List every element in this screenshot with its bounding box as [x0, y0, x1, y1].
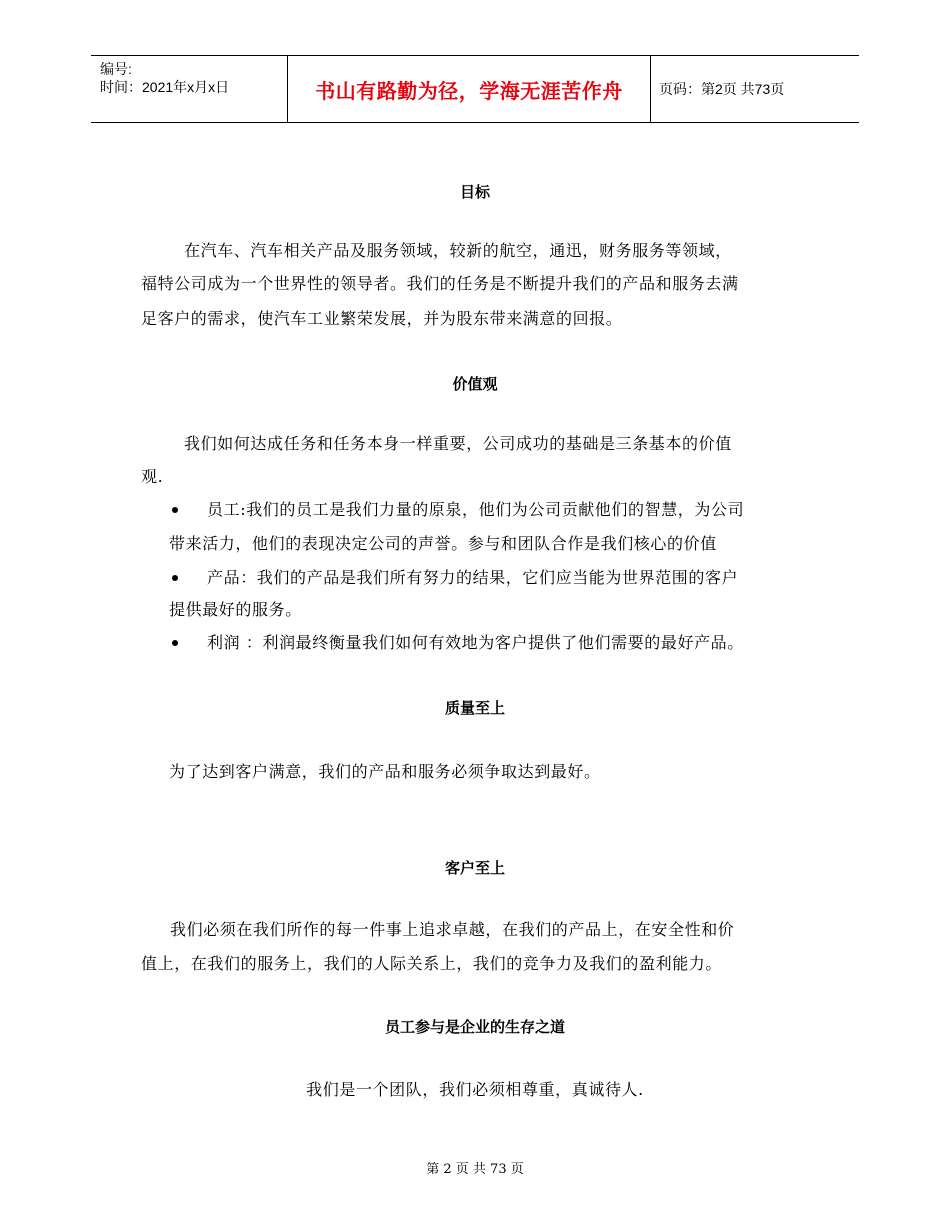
goal-text-line-1: 在汽车、汽车相关产品及服务领域，较新的航空，通迅，财务服务等领域，	[184, 241, 732, 260]
goal-text-line-3: 足客户的需求，使汽车工业繁荣发展，并为股东带来满意的回报。	[141, 309, 623, 328]
section-title-goal: 目标	[459, 183, 490, 201]
header-motto: 书山有路勤为径，学海无涯苦作舟	[315, 80, 623, 103]
bullet-products-line-2: 提供最好的服务。	[169, 600, 302, 619]
bullet-products-line-1: 产品：我们的产品是我们所有努力的结果，它们应当能为世界范围的客户	[207, 568, 739, 587]
values-intro-line-1: 我们如何达成任务和任务本身一样重要，公司成功的基础是三条基本的价值	[184, 434, 732, 453]
employee-text: 我们是一个团队，我们必须相尊重，真诚待人.	[306, 1080, 644, 1099]
customer-text-line-1: 我们必须在我们所作的每一件事上追求卓越，在我们的产品上，在安全性和价	[170, 920, 735, 939]
bullet-dot	[172, 507, 178, 513]
values-intro-line-2: 观.	[141, 467, 164, 486]
section-title-employee: 员工参与是企业的生存之道	[384, 1018, 565, 1036]
section-title-quality: 质量至上	[444, 699, 505, 717]
header-meta-cell	[91, 56, 287, 122]
document-number-label: 编号:	[100, 61, 132, 77]
header-page-info: 页码：第2页 共73页	[659, 81, 785, 97]
customer-text-line-2: 值上，在我们的服务上，我们的人际关系上，我们的竞争力及我们的盈利能力。	[141, 954, 723, 973]
section-title-values: 价值观	[452, 375, 498, 393]
bullet-employees-line-1: 员工:我们的员工是我们力量的原泉，他们为公司贡献他们的智慧，为公司	[207, 500, 745, 519]
page-header	[91, 55, 859, 123]
page-footer: 第 2 页 共 73 页	[426, 1162, 524, 1177]
document-time-label: 时间：2021年x月x日	[100, 79, 230, 95]
header-page-cell	[651, 56, 859, 122]
goal-text-line-2: 福特公司成为一个世界性的领导者。我们的任务是不断提升我们的产品和服务去满	[141, 274, 739, 293]
bullet-profits-line-1: 利润 ：利润最终衡量我们如何有效地为客户提供了他们需要的最好产品。	[207, 633, 744, 652]
section-title-customer: 客户至上	[444, 859, 505, 877]
header-motto-cell	[287, 56, 651, 122]
bullet-dot	[172, 640, 178, 646]
bullet-employees-line-2: 带来活力，他们的表现决定公司的声誉。参与和团队合作是我们核心的价值	[169, 534, 717, 553]
bullet-dot	[172, 575, 178, 581]
quality-text: 为了达到客户满意，我们的产品和服务必须争取达到最好。	[169, 762, 601, 781]
